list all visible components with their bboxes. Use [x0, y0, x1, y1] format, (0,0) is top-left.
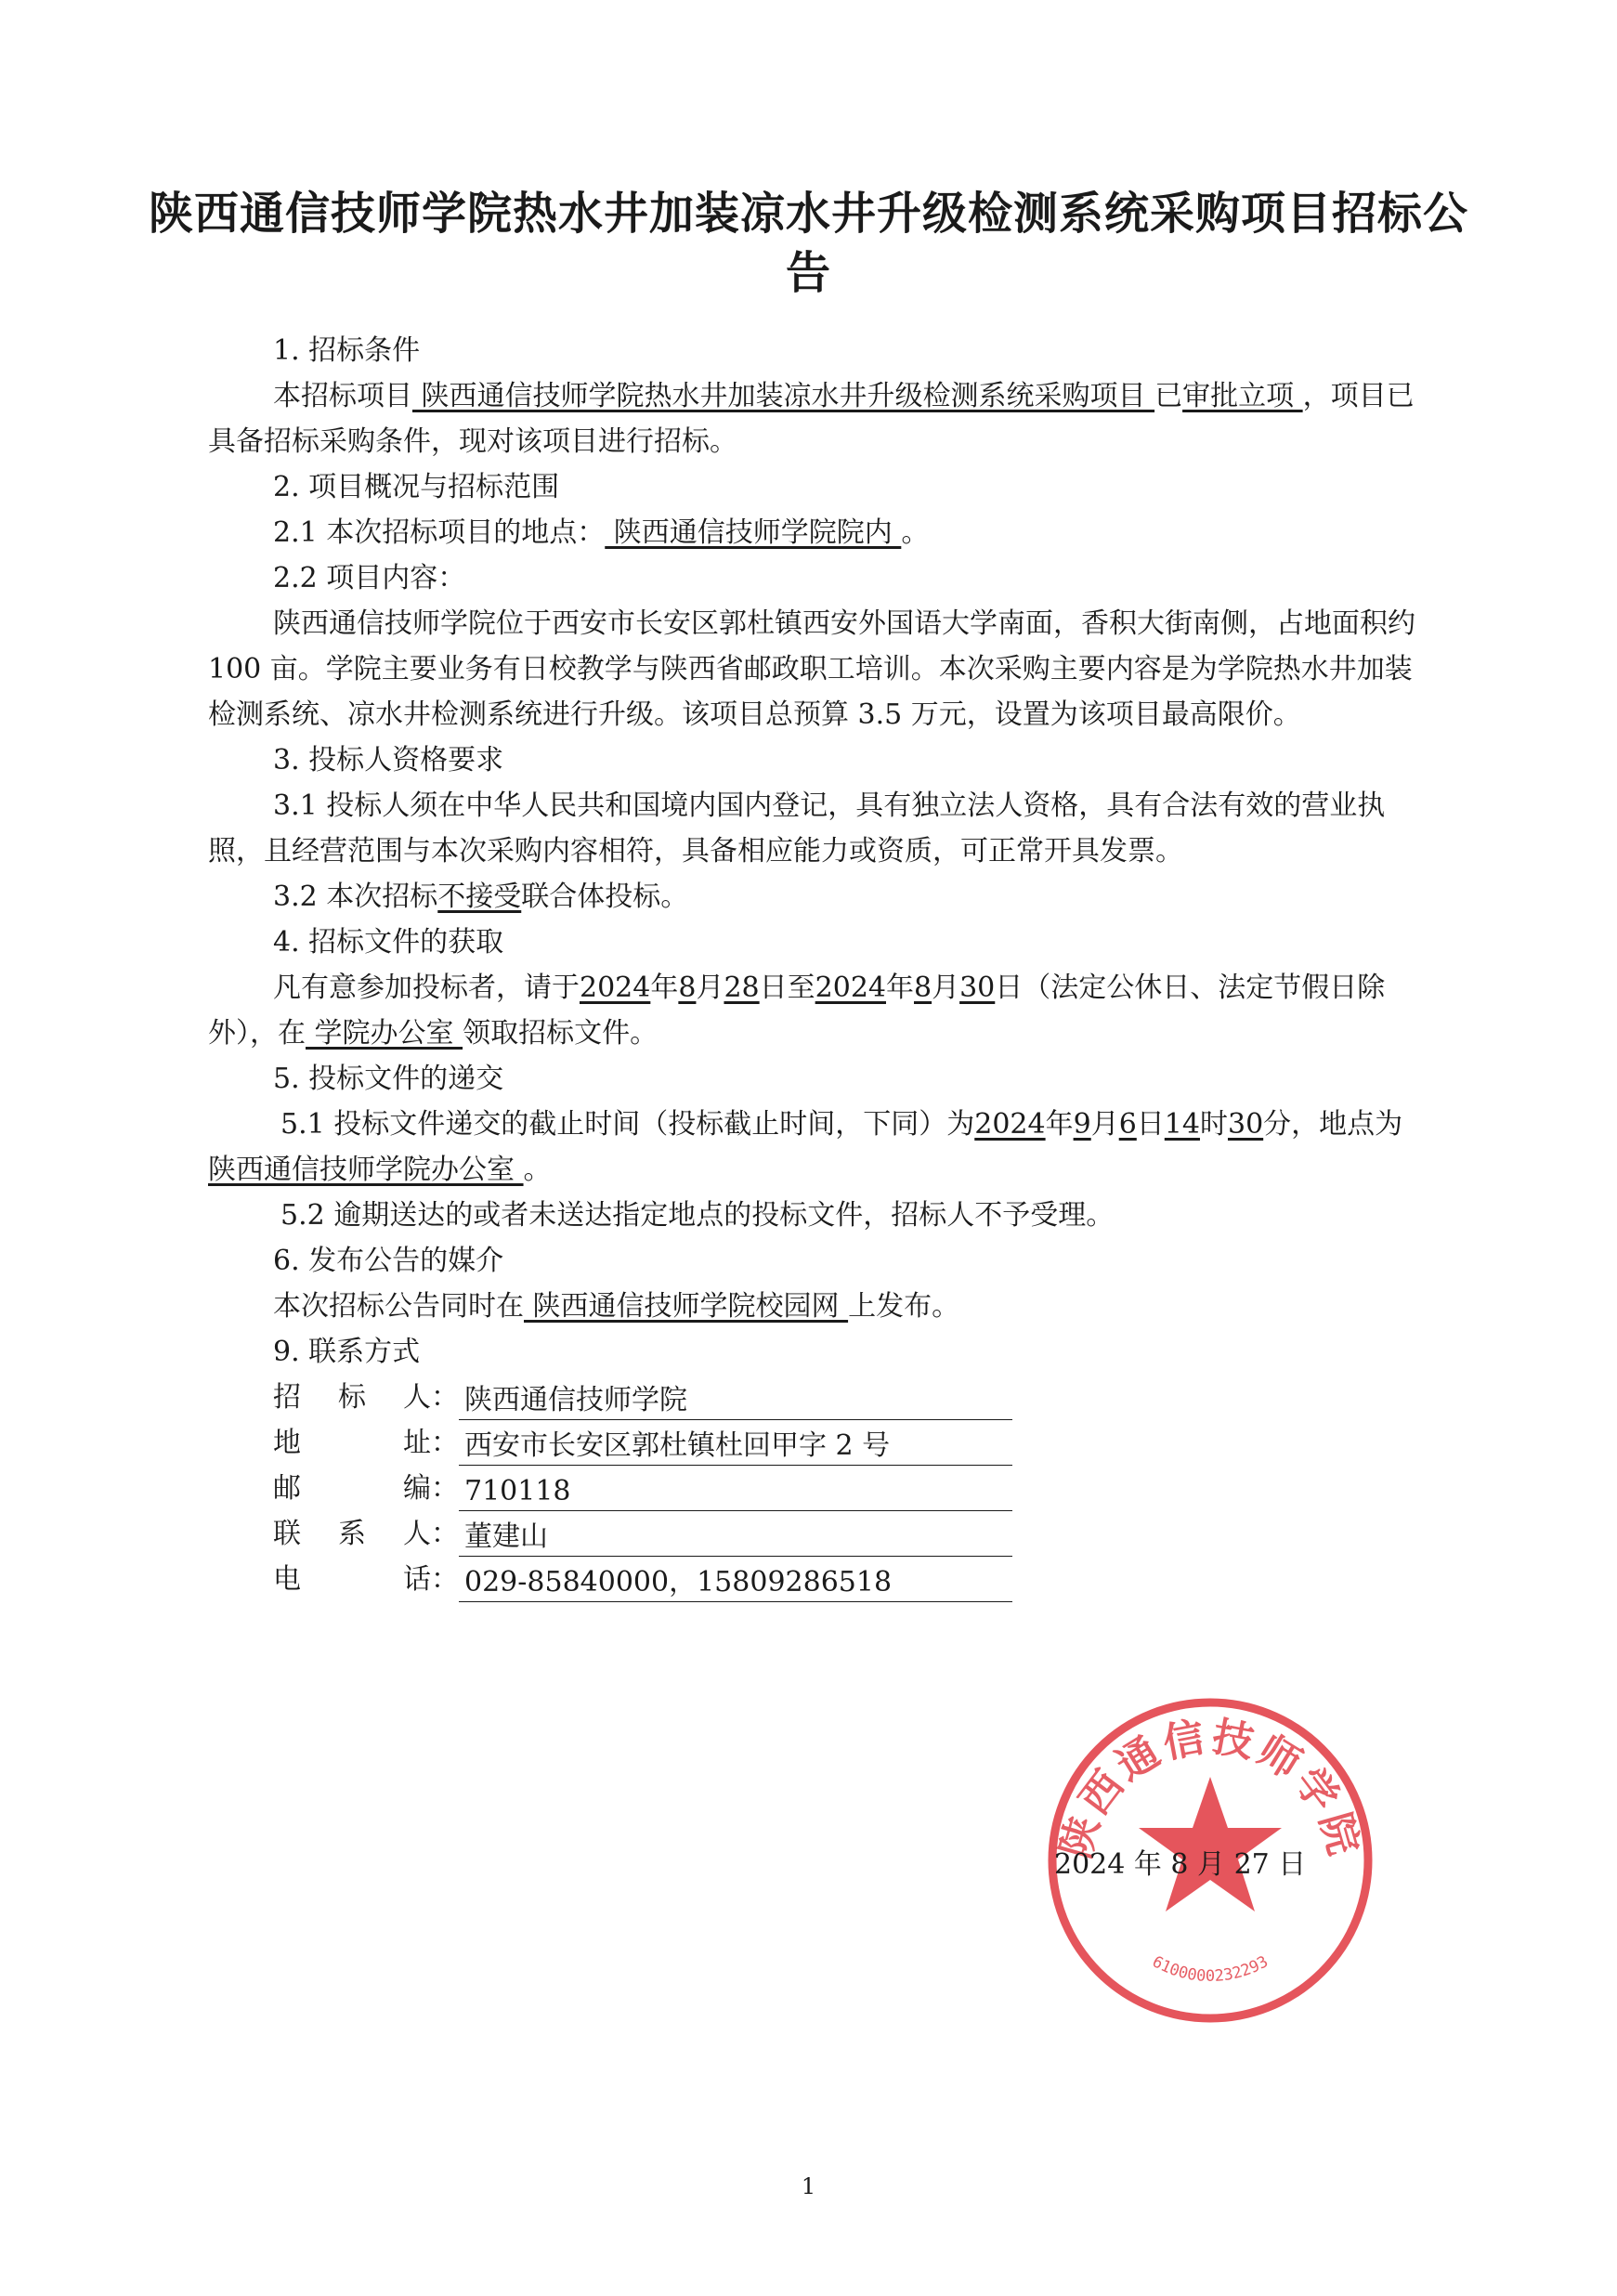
contact-key — [273, 1557, 459, 1602]
contact-row — [208, 1557, 1415, 1602]
publish-media: 陕西通信技师学院校园网 — [524, 1290, 849, 1323]
section-3-2 — [208, 874, 1415, 920]
contact-value-bidder: 陕西通信技师学院 — [459, 1382, 1012, 1420]
contact-key — [273, 1420, 459, 1466]
section-5-heading: 5. 投标文件的递交 — [273, 1063, 504, 1095]
s4-year-label: 年 — [650, 972, 679, 1004]
deadline-hour: 14 — [1164, 1108, 1200, 1141]
s6-a: 本次招标公告同时在 — [273, 1290, 524, 1323]
section-6-heading: 6. 发布公告的媒介 — [273, 1245, 504, 1277]
approval-status: 审批立项 — [1182, 380, 1303, 412]
section-2-2-text: 陕西通信技师学院位于西安市长安区郭杜镇西安外国语大学南面，香积大街南侧，占地面积约 100 亩。学院主要业务有日校教学与陕西省邮政职工培训。本次采购主要内容是为学院热水井加装检测系统、凉水井检测系统进行升级。该项目总预算 3.5 万元，设置为该项目最高限价。 — [208, 607, 1415, 731]
contact-key-char: 编： — [403, 1472, 459, 1505]
contact-value-phone: 029-85840000，15809286518 — [459, 1564, 1012, 1602]
contact-key-char: 电 — [273, 1563, 301, 1596]
contact-row — [208, 1375, 1415, 1420]
s1-suffix: ，项目已具备招标采购条件，现对该项目进行招标。 — [208, 380, 1415, 458]
section-6-paragraph — [208, 1284, 1415, 1329]
page-number: 1 — [801, 2173, 816, 2199]
s4-b: 日（法定公休日、法定节假日除外），在 — [208, 972, 1386, 1050]
contact-key-char: 联 — [273, 1518, 301, 1550]
s1-mid: 已 — [1154, 380, 1183, 412]
contact-value-address: 西安市长安区郭杜镇杜回甲字 2 号 — [459, 1428, 1012, 1466]
s4-month-label-2: 月 — [932, 972, 960, 1004]
contact-key-char: 人： — [403, 1381, 459, 1414]
section-9-heading: 9. 联系方式 — [273, 1336, 421, 1368]
deadline-minute: 30 — [1227, 1108, 1264, 1141]
section-1-paragraph — [208, 373, 1415, 464]
section-3-1: 3.1 投标人须在中华人民共和国境内国内登记，具有独立法人资格，具有合法有效的营业执照，且经营范围与本次采购内容相符，具备相应能力或资质，可正常开具发票。 — [208, 789, 1386, 868]
deadline-year: 2024 — [974, 1108, 1046, 1141]
contact-key — [273, 1375, 459, 1420]
section-4-heading: 4. 招标文件的获取 — [273, 926, 504, 959]
s32-suffix: 联合体投标。 — [521, 881, 689, 913]
s51-c: 。 — [523, 1154, 552, 1186]
s4-month-label: 月 — [696, 972, 724, 1004]
s4-day-to: 日至 — [759, 972, 815, 1004]
contact-key-char: 系 — [338, 1518, 366, 1550]
section-1-heading: 1. 招标条件 — [273, 334, 421, 367]
start-day: 28 — [724, 972, 760, 1004]
contact-key-char: 话： — [403, 1563, 459, 1596]
pickup-place: 学院办公室 — [306, 1017, 463, 1050]
contact-row — [208, 1511, 1415, 1557]
s1-prefix: 本招标项目 — [273, 380, 412, 412]
contact-key-char: 邮 — [273, 1472, 301, 1505]
contact-key-char: 人： — [403, 1518, 459, 1550]
start-month: 8 — [678, 972, 697, 1004]
s51-b: 分，地点为 — [1263, 1108, 1403, 1141]
section-5-1 — [208, 1102, 1415, 1193]
contact-key-char: 标 — [338, 1381, 366, 1414]
deadline-day: 6 — [1118, 1108, 1137, 1141]
s51-a: 5.1 投标文件递交的截止时间（投标截止时间，下同）为 — [280, 1108, 975, 1141]
s32-prefix: 3.2 本次招标 — [273, 881, 438, 913]
svg-text:6100000232293 — [1149, 1952, 1271, 1986]
section-2-2-heading: 2.2 项目内容： — [273, 562, 466, 594]
document-title: 陕西通信技师学院热水井加装凉水井升级检测系统采购项目招标公告 — [148, 188, 1468, 299]
section-4-paragraph — [208, 965, 1415, 1056]
consortium-policy: 不接受 — [437, 881, 522, 913]
s51-day-label: 日 — [1136, 1108, 1165, 1141]
end-month: 8 — [914, 972, 932, 1004]
deadline-month: 9 — [1073, 1108, 1091, 1141]
project-location: 陕西通信技师学院院内 — [605, 516, 902, 549]
contact-row — [208, 1466, 1415, 1511]
start-year: 2024 — [580, 972, 651, 1004]
end-day: 30 — [959, 972, 996, 1004]
s51-month-label: 月 — [1090, 1108, 1119, 1141]
section-5-2: 5.2 逾期送达的或者未送达指定地点的投标文件，招标人不予受理。 — [280, 1199, 1115, 1232]
end-year: 2024 — [815, 972, 886, 1004]
s4-a: 凡有意参加投标者，请于 — [273, 972, 580, 1004]
contact-key-char: 招 — [273, 1381, 301, 1414]
s4-c: 领取招标文件。 — [463, 1017, 659, 1050]
document-body — [208, 328, 1415, 1602]
contact-row — [208, 1420, 1415, 1466]
s51-hour-label: 时 — [1199, 1108, 1228, 1141]
seal-top-text: 陕西通信技师学院 — [1051, 1713, 1369, 1864]
section-2-heading: 2. 项目概况与招标范围 — [273, 471, 560, 503]
s51-year-label: 年 — [1045, 1108, 1074, 1141]
contact-key-char: 址： — [403, 1427, 459, 1459]
contact-key-char: 地 — [273, 1427, 301, 1459]
seal-serial: 6100000232293 — [1149, 1952, 1271, 1987]
section-2-1 — [208, 510, 1415, 555]
section-3-heading: 3. 投标人资格要求 — [273, 744, 504, 776]
issue-date: 2024 年 8 月 27 日 — [1054, 1848, 1307, 1881]
contact-table — [208, 1375, 1415, 1602]
s6-b: 上发布。 — [848, 1290, 960, 1323]
submission-place: 陕西通信技师学院办公室 — [208, 1154, 524, 1186]
contact-value-postcode: 710118 — [459, 1473, 1012, 1511]
contact-value-person: 董建山 — [459, 1519, 1012, 1557]
contact-key — [273, 1511, 459, 1557]
s21-suffix: 。 — [901, 516, 930, 549]
contact-key — [273, 1466, 459, 1511]
s4-year-label-2: 年 — [886, 972, 914, 1004]
s21-prefix: 2.1 本次招标项目的地点： — [273, 516, 606, 549]
project-name: 陕西通信技师学院热水井加装凉水井升级检测系统采购项目 — [412, 380, 1155, 412]
